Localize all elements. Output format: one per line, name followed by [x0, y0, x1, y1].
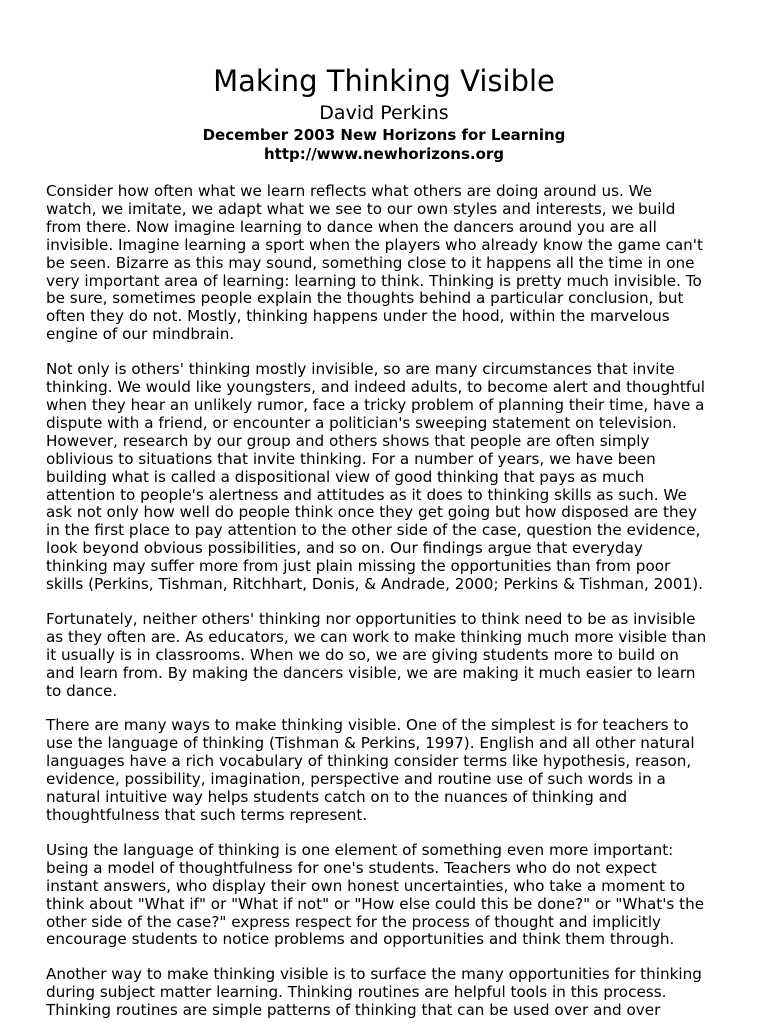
paragraph-line: during subject matter learning. Thinking routines are helpful tools in this process.: [46, 983, 667, 1002]
document-author: David Perkins: [319, 102, 449, 124]
paragraph-line: skills (Perkins, Tishman, Ritchhart, Donis, & Andrade, 2000; Perkins & Tishman, 2001).: [46, 575, 704, 594]
paragraph-line: engine of our mindbrain.: [46, 325, 235, 344]
paragraph-line: thinking may suffer more from just plain missing the opportunities than from poor: [46, 557, 671, 576]
paragraph-line: as they often are. As educators, we can work to make thinking much more visible than: [46, 627, 707, 646]
paragraph-line: look beyond obvious possibilities, and so on. Our findings argue that everyday: [46, 539, 643, 558]
paragraph-line: thoughtfulness that such terms represent.: [46, 806, 368, 824]
paragraph-line: thinking. We would like youngsters, and indeed adults, to become alert and thoughtful: [46, 378, 705, 397]
paragraph-line: to dance.: [46, 681, 118, 700]
body-paragraph: [46, 361, 726, 594]
source-url: http://www.newhorizons.org: [263, 145, 505, 163]
document-body: [46, 183, 726, 1024]
document-title: Making Thinking Visible: [213, 64, 555, 98]
paragraph-line: very important area of learning: learning to think. Thinking is pretty much invisible. To: [46, 271, 702, 290]
paragraph-line: Thinking routines are simple patterns of thinking that can be used over and over: [46, 1001, 661, 1020]
paragraph-line: invisible. Imagine learning a sport when the players who already know the game can't: [46, 235, 703, 254]
body-paragraph: [46, 183, 726, 344]
paragraph-line: Another way to make thinking visible is to surface the many opportunities for thinking: [46, 965, 702, 984]
paragraph-line: Consider how often what we learn reflects what others are doing around us. We: [46, 182, 653, 200]
paragraph-line: Not only is others' thinking mostly invisible, so are many circumstances that invite: [46, 360, 675, 379]
body-paragraph: [46, 966, 726, 1020]
paragraph-line: it usually is in classrooms. When we do so, we are giving students more to build on: [46, 645, 679, 664]
paragraph-line: languages have a rich vocabulary of thinking consider terms like hypothesis, reason,: [46, 752, 692, 771]
paragraph-line: and learn from. By making the dancers visible, we are making it much easier to learn: [46, 663, 696, 682]
body-paragraph: [46, 611, 726, 701]
paragraph-line: instant answers, who display their own honest uncertainties, who take a moment to: [46, 876, 685, 895]
paragraph-line: often they do not. Mostly, thinking happens under the hood, within the marvelous: [46, 307, 670, 326]
paragraph-line: dispute with a friend, or encounter a politician's sweeping statement on television.: [46, 413, 677, 432]
publication-info: December 2003 New Horizons for Learning: [202, 126, 566, 144]
paragraph-line: However, research by our group and others shows that people are often simply: [46, 431, 650, 450]
paragraph-line: in the first place to pay attention to the other side of the case, question the evidence,: [46, 521, 701, 540]
paragraph-line: There are many ways to make thinking visible. One of the simplest is for teachers to: [46, 716, 689, 735]
body-paragraph: [46, 842, 726, 949]
paragraph-line: from there. Now imagine learning to dance when the dancers around you are all: [46, 217, 657, 236]
paragraph-line: evidence, possibility, imagination, perspective and routine use of such words in a: [46, 770, 666, 789]
paragraph-line: be sure, sometimes people explain the thoughts behind a particular conclusion, but: [46, 289, 684, 308]
paragraph-line: use the language of thinking (Tishman & Perkins, 1997). English and all other natural: [46, 734, 695, 753]
paragraph-line: attention to people's alertness and attitudes as it does to thinking skills as such. We: [46, 485, 687, 504]
paragraph-line: Using the language of thinking is one element of something even more important:: [46, 840, 674, 859]
paragraph-line: be seen. Bizarre as this may sound, something close to it happens all the time in one: [46, 253, 695, 272]
paragraph-line: watch, we imitate, we adapt what we see to our own styles and interests, we build: [46, 199, 676, 218]
paragraph-line: oblivious to situations that invite thinking. For a number of years, we have been: [46, 449, 656, 468]
paragraph-line: being a model of thoughtfulness for one's students. Teachers who do not expect: [46, 858, 657, 877]
paragraph-line: when they hear an unlikely rumor, face a tricky problem of planning their time, have a: [46, 395, 705, 414]
paragraph-line: think about "What if" or "What if not" or "How else could this be done?" or "What's the: [46, 894, 705, 913]
paragraph-line: encourage students to notice problems and opportunities and think them through.: [46, 930, 675, 949]
paragraph-line: ask not only how well do people think once they get going but how disposed are they: [46, 503, 697, 522]
paragraph-line: other side of the case?" express respect for the process of thought and implicitly: [46, 912, 662, 931]
paragraph-line: building what is called a dispositional view of good thinking that pays as much: [46, 467, 645, 486]
paragraph-line: natural intuitive way helps students catch on to the nuances of thinking and: [46, 788, 628, 807]
paragraph-line: Fortunately, neither others' thinking nor opportunities to think need to be as invisible: [46, 609, 696, 628]
body-paragraph: [46, 717, 726, 824]
